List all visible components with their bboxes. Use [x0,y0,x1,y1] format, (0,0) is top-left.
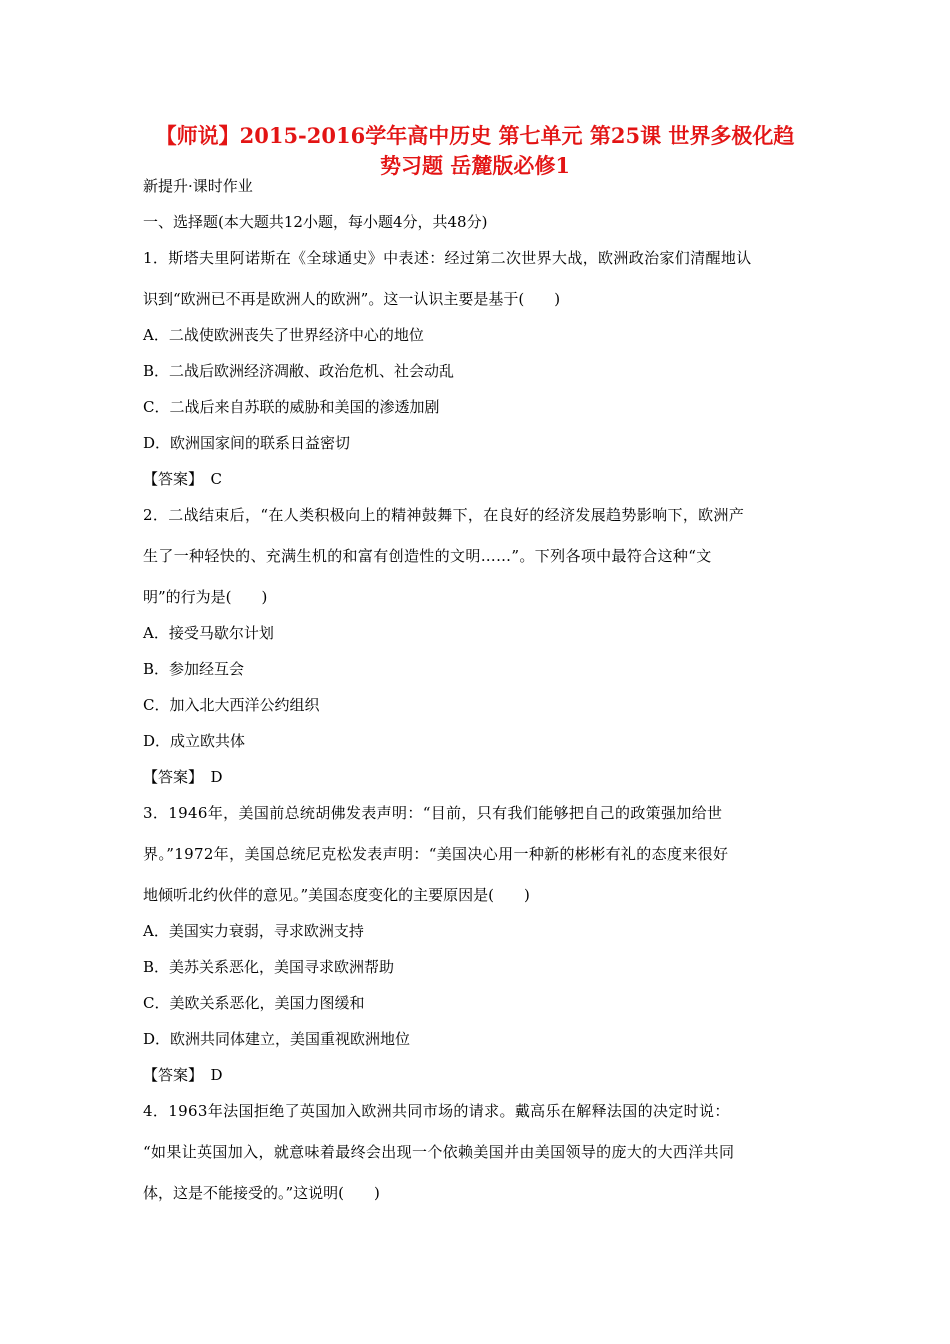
question-1-option-b: B．二战后欧洲经济凋敝、政治危机、社会动乱 [143,362,455,380]
question-2-option-d: D．成立欧共体 [143,732,246,750]
question-4-line-3: 体，这是不能接受的。”这说明( ) [143,1184,380,1202]
question-4-line-1: 4．1963年法国拒绝了英国加入欧洲共同市场的请求。戴高乐在解释法国的决定时说： [143,1102,730,1120]
question-3-line-2: 界。”1972年，美国总统尼克松发表声明：“美国决心用一种新的彬彬有礼的态度来很好 [143,845,729,863]
question-1-line-1: 1．斯塔夫里阿诺斯在《全球通史》中表述：经过第二次世界大战，欧洲政治家们清醒地认 [143,249,752,267]
question-2-line-3: 明”的行为是( ) [143,588,268,606]
question-1-option-a: A．二战使欧洲丧失了世界经济中心的地位 [143,326,424,344]
question-1-option-d: D．欧洲国家间的联系日益密切 [143,434,351,452]
question-2-option-a: A．接受马歇尔计划 [143,624,274,642]
question-3-option-d: D．欧洲共同体建立，美国重视欧洲地位 [143,1030,411,1048]
question-1-answer [143,469,222,489]
answer-value: D [210,1066,223,1084]
answer-label: 【答案】 [143,768,196,786]
question-3-line-1: 3．1946年，美国前总统胡佛发表声明：“目前，只有我们能够把自己的政策强加给世 [143,804,723,822]
document-title [120,121,830,181]
question-2-line-1: 2．二战结束后，“在人类积极向上的精神鼓舞下，在良好的经济发展趋势影响下，欧洲产 [143,506,745,524]
question-2-answer [143,767,223,787]
answer-label: 【答案】 [143,1066,196,1084]
answer-value: D [210,768,223,786]
title-line-1: 【师说】2015-2016学年高中历史 第七单元 第25课 世界多极化趋 [155,123,795,148]
question-3-option-a: A．美国实力衰弱，寻求欧洲支持 [143,922,364,940]
question-2-line-2: 生了一种轻快的、充满生机的和富有创造性的文明……”。下列各项中最符合这种“文 [143,547,712,565]
question-1-line-2: 识到“欧洲已不再是欧洲人的欧洲”。这一认识主要是基于( ) [143,290,561,308]
question-3-answer [143,1065,223,1085]
answer-value: C [210,470,223,488]
question-3-option-c: C．美欧关系恶化，美国力图缓和 [143,994,365,1012]
question-3-line-3: 地倾听北约伙伴的意见。”美国态度变化的主要原因是( ) [143,886,530,904]
question-2-option-c: C．加入北大西洋公约组织 [143,696,320,714]
question-4-line-2: “如果让英国加入，就意味着最终会出现一个依赖美国并由美国领导的庞大的大西洋共同 [143,1143,735,1161]
subtitle: 新提升·课时作业 [143,177,253,195]
question-3-option-b: B．美苏关系恶化，美国寻求欧洲帮助 [143,958,395,976]
answer-label: 【答案】 [143,470,196,488]
title-line-2: 势习题 岳麓版必修1 [380,153,570,178]
question-2-option-b: B．参加经互会 [143,660,245,678]
question-1-option-c: C．二战后来自苏联的威胁和美国的渗透加剧 [143,398,440,416]
section-heading: 一、选择题(本大题共12小题，每小题4分，共48分) [143,213,488,231]
